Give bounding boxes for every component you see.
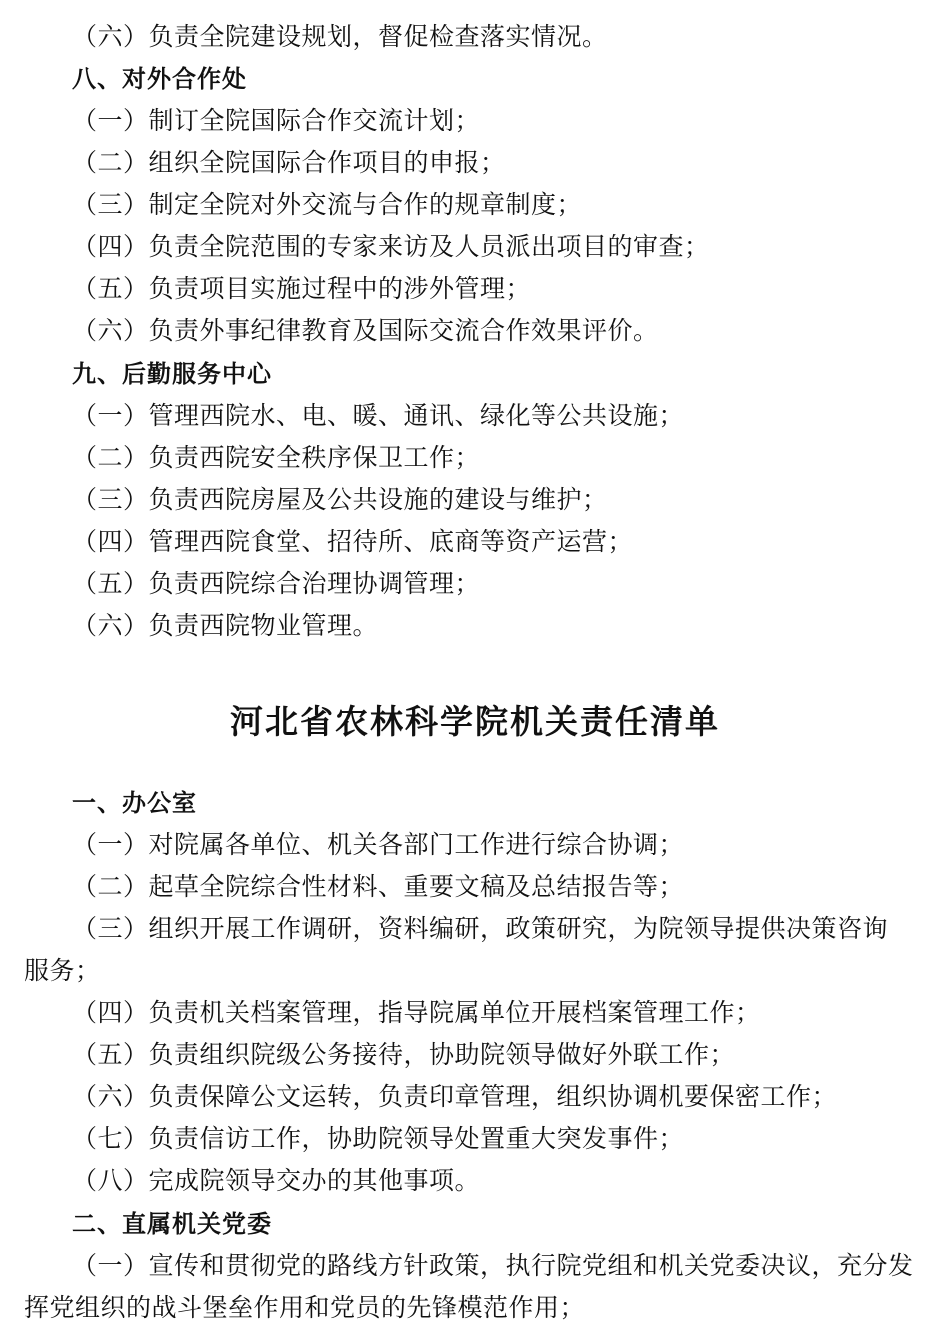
list-item: （四）管理西院食堂、招待所、底商等资产运营； bbox=[72, 527, 634, 556]
list-item: （六）负责全院建设规划，督促检查落实情况。 bbox=[72, 22, 608, 51]
list-item: （二）起草全院综合性材料、重要文稿及总结报告等； bbox=[72, 872, 685, 901]
document-title: 河北省农林科学院机关责任清单 bbox=[230, 702, 720, 741]
list-item: （三）负责西院房屋及公共设施的建设与维护； bbox=[72, 485, 608, 514]
list-item: （二）负责西院安全秩序保卫工作； bbox=[72, 443, 481, 472]
list-item: （三）制定全院对外交流与合作的规章制度； bbox=[72, 190, 583, 219]
list-item: （五）负责项目实施过程中的涉外管理； bbox=[72, 274, 532, 303]
list-item: （五）负责组织院级公务接待，协助院领导做好外联工作； bbox=[72, 1040, 736, 1069]
list-item: （六）负责保障公文运转，负责印章管理，组织协调机要保密工作； bbox=[72, 1082, 838, 1111]
list-item: （一）制订全院国际合作交流计划； bbox=[72, 106, 481, 135]
list-item: （五）负责西院综合治理协调管理； bbox=[72, 569, 481, 598]
list-item: （六）负责外事纪律教育及国际交流合作效果评价。 bbox=[72, 316, 659, 345]
list-item: （八）完成院领导交办的其他事项。 bbox=[72, 1166, 481, 1195]
list-item: （三）组织开展工作调研，资料编研，政策研究，为院领导提供决策咨询 bbox=[72, 914, 889, 943]
section-heading: 八、对外合作处 bbox=[72, 65, 247, 93]
list-item: （二）组织全院国际合作项目的申报； bbox=[72, 148, 506, 177]
list-item: （四）负责全院范围的专家来访及人员派出项目的审查； bbox=[72, 232, 710, 261]
list-item: （一）管理西院水、电、暖、通讯、绿化等公共设施； bbox=[72, 401, 685, 430]
section-heading: 一、办公室 bbox=[72, 789, 197, 817]
section-heading: 二、直属机关党委 bbox=[72, 1210, 272, 1238]
list-item: （七）负责信访工作，协助院领导处置重大突发事件； bbox=[72, 1124, 685, 1153]
list-item: （一）宣传和贯彻党的路线方针政策，执行院党组和机关党委决议，充分发 bbox=[72, 1251, 914, 1280]
list-item: （一）对院属各单位、机关各部门工作进行综合协调； bbox=[72, 830, 685, 859]
list-item-continuation: 挥党组织的战斗堡垒作用和党员的先锋模范作用； bbox=[24, 1293, 586, 1322]
list-item-continuation: 服务； bbox=[24, 956, 101, 985]
list-item: （四）负责机关档案管理，指导院属单位开展档案管理工作； bbox=[72, 998, 761, 1027]
list-item: （六）负责西院物业管理。 bbox=[72, 611, 379, 640]
section-heading: 九、后勤服务中心 bbox=[72, 360, 272, 388]
